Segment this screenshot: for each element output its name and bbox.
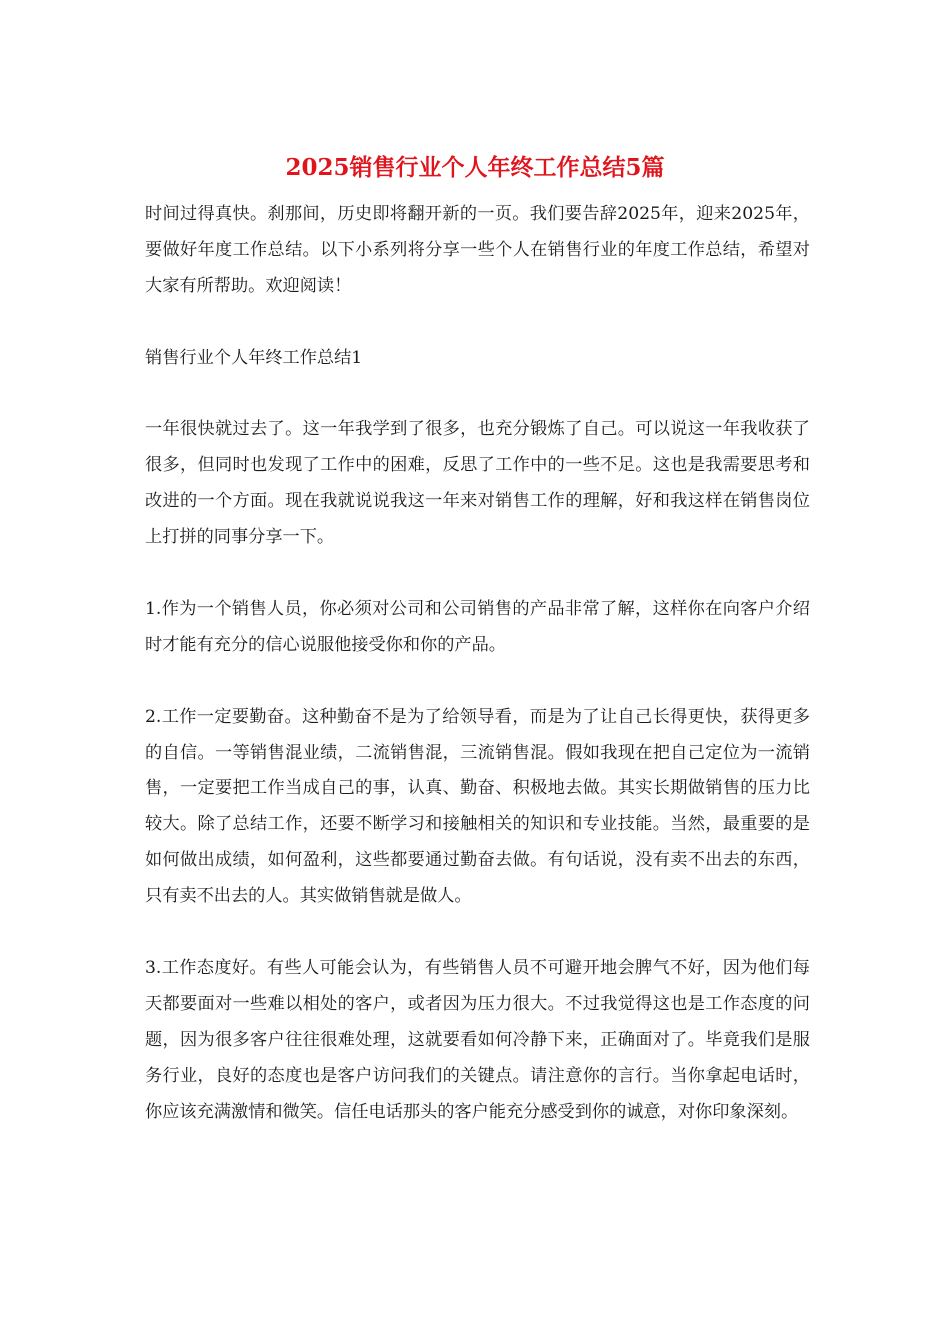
intro-paragraph: 时间过得真快。刹那间，历史即将翻开新的一页。我们要告辞2025年，迎来2025年，要做好年度工作总结。以下小系列将分享一些个人在销售行业的年度工作总结，希望对大家有所帮助。欢迎阅读！ [145, 204, 810, 296]
point-3-paragraph: 3.工作态度好。有些人可能会认为，有些销售人员不可避开地会脾气不好，因为他们每天都要面对一些难以相处的客户，或者因为压力很大。不过我觉得这也是工作态度的问题，因为很多客户往往很难处理，这就要看如何冷静下来，正确面对了。毕竟我们是服务行业，良好的态度也是客户访问我们的关键点。请注意你的言行。当你拿起电话时，你应该充满激情和微笑。信任电话那头的客户能充分感受到你的诚意，对你印象深刻。 [145, 957, 810, 1122]
point-1-paragraph: 1.作为一个销售人员，你必须对公司和公司销售的产品非常了解，这样你在向客户介绍时才能有充分的信心说服他接受你和你的产品。 [145, 598, 810, 655]
body-paragraph: 一年很快就过去了。这一年我学到了很多，也充分锻炼了自己。可以说这一年我收获了很多，但同时也发现了工作中的困难，反思了工作中的一些不足。这也是我需要思考和改进的一个方面。现在我就说说我这一年来对销售工作的理解，好和我这样在销售岗位上打拼的同事分享一下。 [145, 419, 810, 548]
document-title: 2025销售行业个人年终工作总结5篇 [285, 154, 665, 181]
section-heading: 销售行业个人年终工作总结1 [145, 347, 363, 368]
point-2-paragraph: 2.工作一定要勤奋。这种勤奋不是为了给领导看，而是为了让自己长得更快，获得更多的自信。一等销售混业绩，二流销售混，三流销售混。假如我现在把自己定位为一流销售，一定要把工作当成自己的事，认真、勤奋、积极地去做。其实长期做销售的压力比较大。除了总结工作，还要不断学习和接触相关的知识和专业技能。当然，最重要的是如何做出成绩，如何盈利，这些都要通过勤奋去做。有句话说，没有卖不出去的东西，只有卖不出去的人。其实做销售就是做人。 [145, 706, 810, 907]
document-body [145, 197, 810, 1166]
